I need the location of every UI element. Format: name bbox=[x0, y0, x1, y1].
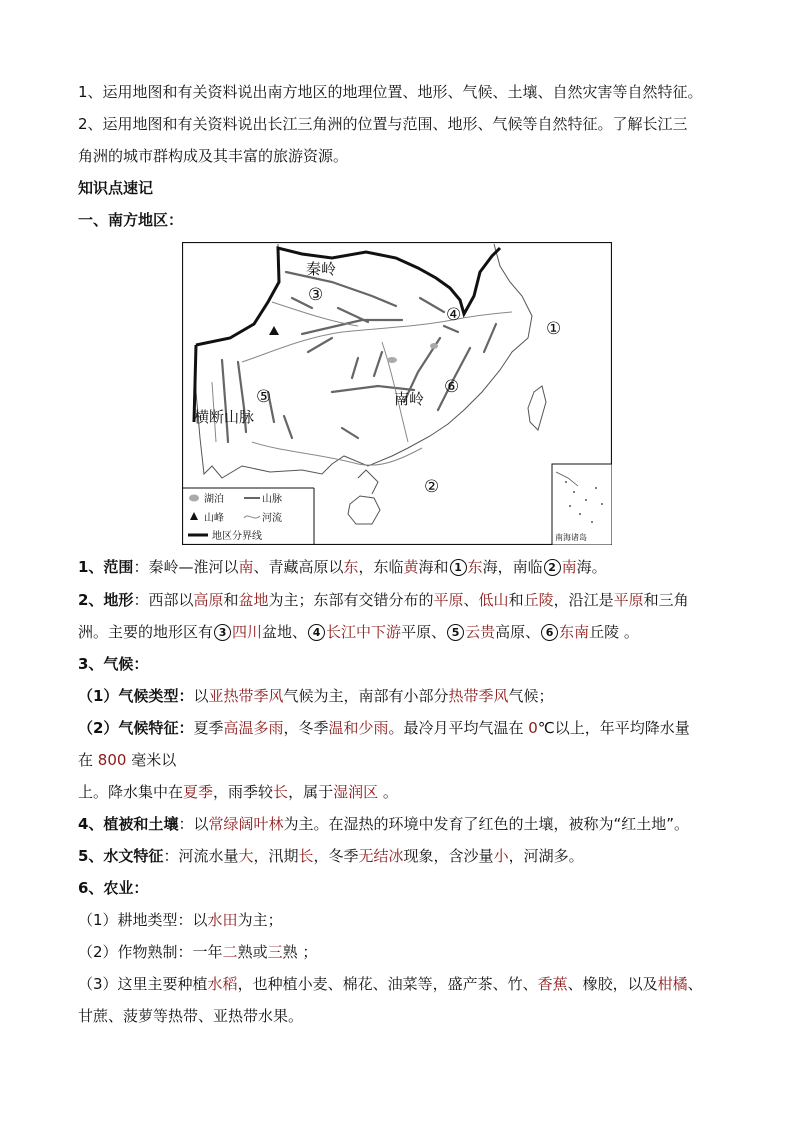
item-terrain-cont: 洲。主要的地形区有 3 四川盆地、 4 长江中下游平原、 5 云贵高原、 6 东南丘陵 。 bbox=[78, 623, 639, 641]
main-crops: （3）这里主要种植水稻，也种植小麦、棉花、油菜等，盛产茶、竹、香蕉、橡胶，以及柑橘、 bbox=[78, 975, 703, 993]
subsection-title: 一、南方地区： bbox=[78, 211, 184, 229]
svg-text:山峰: 山峰 bbox=[204, 513, 224, 524]
farmland-type: （1）耕地类型：以水田为主； bbox=[78, 911, 283, 929]
objective-2-cont: 角洲的城市群构成及其丰富的旅游资源。 bbox=[78, 147, 349, 165]
svg-text:山脉: 山脉 bbox=[262, 494, 282, 505]
svg-text:湖泊: 湖泊 bbox=[204, 494, 224, 505]
crop-system: （2）作物熟制：一年二熟或三熟 ； bbox=[78, 943, 318, 961]
label-nanling: 南岭 bbox=[394, 390, 425, 408]
circled-number: 6 bbox=[541, 624, 558, 641]
item-terrain: 2、地形：西部以高原和盆地为主；东部有交错分布的平原、低山和丘陵，沿江是平原和三角 bbox=[78, 591, 689, 609]
section-title: 知识点速记 bbox=[78, 179, 154, 197]
south-china-map bbox=[182, 242, 612, 545]
label-qinling: 秦岭 bbox=[306, 260, 337, 278]
climate-features: （2）气候特征：夏季高温多雨，冬季温和少雨。最冷月平均气温在 0℃以上，年平均降水量 bbox=[78, 719, 690, 737]
item-agriculture: 6、农业： bbox=[78, 879, 149, 897]
label-4: ④ bbox=[446, 305, 462, 325]
lake-poyang bbox=[430, 343, 438, 349]
objective-1: 1、运用地图和有关资料说出南方地区的地理位置、地形、气候、土壤、自然灾害等自然特征。 bbox=[78, 83, 703, 101]
label-6: ⑥ bbox=[444, 377, 460, 397]
climate-features-cont: 在 800 毫米以 bbox=[78, 751, 177, 769]
circled-number: 3 bbox=[214, 624, 231, 641]
label-1: ① bbox=[546, 319, 562, 339]
item-scope: 1、范围：秦岭—淮河以南、青藏高原以东，东临黄海和 1 东海，南临 2 南海。 bbox=[78, 558, 607, 576]
lake-legend-icon bbox=[189, 495, 199, 502]
objective-2: 2、运用地图和有关资料说出长江三角洲的位置与范围、地形、气候等自然特征。了解长江三 bbox=[78, 115, 688, 133]
item-climate: 3、气候： bbox=[78, 655, 149, 673]
climate-features-cont2: 上。降水集中在夏季，雨季较长，属于湿润区 。 bbox=[78, 783, 398, 801]
circled-number: 1 bbox=[450, 559, 467, 576]
label-2: ② bbox=[424, 477, 440, 497]
inset-label: 南海诸岛 bbox=[555, 533, 587, 542]
svg-text:河流: 河流 bbox=[262, 513, 282, 524]
item-vegetation-soil: 4、植被和土壤：以常绿阔叶林为主。在湿热的环境中发育了红色的土壤，被称为“红土地”。 bbox=[78, 815, 690, 833]
lake-dongting bbox=[387, 357, 397, 363]
label-5: ⑤ bbox=[256, 387, 272, 407]
label-3: ③ bbox=[308, 285, 324, 305]
circled-number: 5 bbox=[447, 624, 464, 641]
label-hengduan: 横断山脉 bbox=[194, 408, 255, 426]
item-hydrology: 5、水文特征：河流水量大，汛期长，冬季无结冰现象，含沙量小，河湖多。 bbox=[78, 847, 584, 865]
svg-text:地区分界线: 地区分界线 bbox=[212, 531, 262, 542]
climate-type: （1）气候类型：以亚热带季风气候为主，南部有小部分热带季风气候； bbox=[78, 687, 554, 705]
circled-number: 2 bbox=[544, 559, 561, 576]
circled-number: 4 bbox=[308, 624, 325, 641]
main-crops-cont: 甘蔗、菠萝等热带、亚热带水果。 bbox=[78, 1007, 304, 1025]
